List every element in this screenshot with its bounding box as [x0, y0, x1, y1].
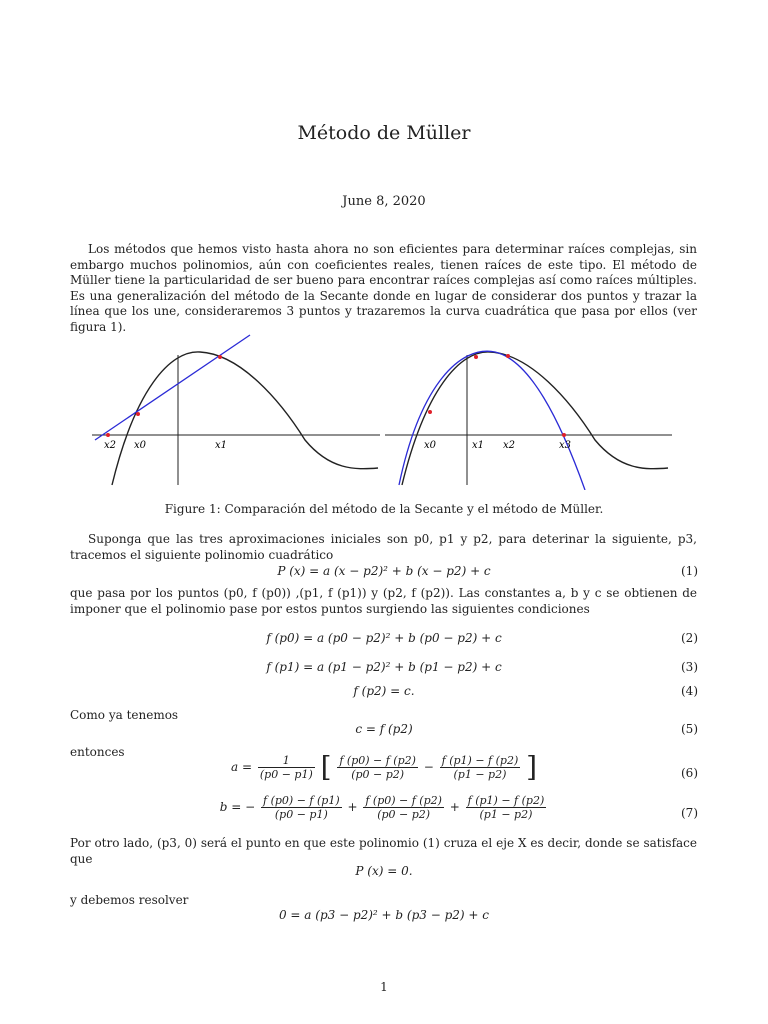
resolver-text: y debemos resolver: [70, 893, 189, 907]
paragraph-4: Por otro lado, (p3, 0) será el punto en que este polinomio (1) cruza el eje X es decir, donde se satisface que: [70, 836, 697, 866]
label-x2-right: x2: [503, 440, 516, 451]
entonces-text: entonces: [70, 745, 125, 759]
secant-line: [95, 335, 250, 440]
point-x0-right: [428, 410, 432, 414]
equation-6-number: (6): [681, 766, 698, 780]
label-x0-left: x0: [134, 440, 147, 451]
point-x2-left: [106, 433, 110, 437]
label-x1-right: x1: [472, 440, 485, 451]
point-x0-left: [136, 412, 140, 416]
paragraph-2: Suponga que las tres aproximaciones iniciales son p0, p1 y p2, para deterinar la siguiente, p3, tracemos el siguiente polinomio cuadrático: [70, 532, 697, 562]
equation-2: f (p0) = a (p0 − p2)² + b (p0 − p2) + c (2): [266, 631, 698, 645]
equation-7: b = − $\frac{f (p0) - f (p1)}{(p0 - p1)}$ + $\frac{f (p0) - f (p2)}{(p0 - p2)}$ + $\frac{f (p1) - f (p2)}{(p1 - p2)}$ (7): [219, 794, 698, 821]
equation-3: f (p1) = a (p1 − p2)² + b (p1 − p2) + c (3): [266, 660, 698, 674]
document-date: June 8, 2020: [342, 194, 426, 209]
equation-4: f (p2) = c. (4): [353, 684, 698, 698]
point-x2-right: [506, 354, 510, 358]
equation-8: P (x) = 0.: [355, 864, 413, 878]
equation-6: a = $\frac{1}{(p0 - p1)}$ [ $\frac{f (p0) - f (p2)}{(p0 - p2)}$ − $\frac{f (p1) - f (p2)}{(p1 - p2)}$ ] (6): [231, 750, 698, 784]
equation-2-number: (2): [681, 631, 698, 645]
figure-caption: Figure 1: Comparación del método de la Secante y el método de Müller.: [164, 502, 604, 516]
function-curve-left: [112, 352, 378, 485]
equation-1-number: (1): [681, 564, 698, 578]
label-x0-right: x0: [424, 440, 437, 451]
point-x1-left: [218, 355, 222, 359]
paragraph-3: que pasa por los puntos (p0, f (p0)) ,(p1, f (p1)) y (p2, f (p2)). Las constantes a, b y c se obtienen de imponer que el polinomio pase por estos puntos surgiendo las siguientes condiciones: [70, 586, 697, 616]
page-number: 1: [380, 980, 388, 994]
quadratic-curve: [399, 351, 585, 490]
intro-paragraph: Los métodos que hemos visto hasta ahora no son eficientes para determinar raíces complejas, sin embargo muchos polinomios, aún con coeficientes reales, tienen raíces de este tipo. El método de Müller tiene la particularidad de ser bueno para encontrar raíces complejas así como raíces múltiples. Es una generalización del método de la Secante donde en lugar de considerar dos puntos y trazar la línea que los une, consideraremos 3 puntos y trazaremos la curva cuadrática que pasa por ellos (ver figura 1).: [70, 242, 697, 334]
point-x3-right: [562, 433, 566, 437]
label-x2-left: x2: [104, 440, 117, 451]
equation-7-number: (7): [681, 806, 698, 820]
equation-1: P (x) = a (x − p2)² + b (x − p2) + c (1): [277, 564, 698, 578]
label-x1-left: x1: [215, 440, 228, 451]
figure-1: [90, 330, 680, 490]
function-curve-right: [402, 352, 668, 485]
equation-5: c = f (p2) (5): [355, 722, 698, 736]
equation-4-number: (4): [681, 684, 698, 698]
equation-3-number: (3): [681, 660, 698, 674]
document-title: Método de Müller: [297, 122, 471, 144]
label-x3-right: x3: [559, 440, 572, 451]
equation-9: 0 = a (p3 − p2)² + b (p3 − p2) + c: [278, 908, 490, 922]
muller-method-panel: [385, 351, 672, 490]
equation-5-number: (5): [681, 722, 698, 736]
point-x1-right: [474, 355, 478, 359]
como-text: Como ya tenemos: [70, 708, 179, 722]
secant-method-panel: [92, 335, 380, 485]
